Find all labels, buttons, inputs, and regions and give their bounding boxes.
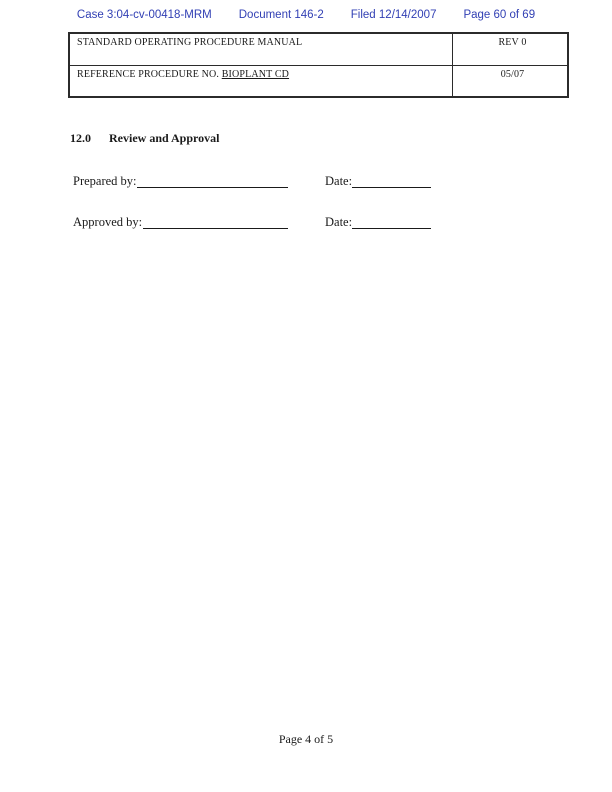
approved-date-line [352,216,431,229]
section-title: Review and Approval [109,131,220,145]
section-number: 12.0 [70,131,91,145]
stamp-page-number: Page 60 of 69 [463,9,536,21]
prepared-date-line [352,175,431,188]
stamp-case-number: Case 3:04-cv-00418-MRM [76,9,212,21]
approved-date-label: Date: [325,215,353,229]
page-number-footer: Page 4 of 5 [278,732,334,746]
table-row [69,33,568,66]
prepared-date-label: Date: [325,174,353,188]
prepared-by-signature-line [137,175,288,188]
sop-header-table [68,32,569,98]
revision-cell: REV 0 [453,33,569,66]
manual-title-cell: STANDARD OPERATING PROCEDURE MANUAL [69,33,453,66]
reference-procedure-number: BIOPLANT CD [221,69,290,80]
stamp-document-number: Document 146-2 [238,9,324,21]
prepared-by-label: Prepared by: [73,174,137,188]
table-row [69,66,568,98]
revision-date-cell: 05/07 [453,66,569,98]
reference-procedure-label: REFERENCE PROCEDURE NO. [77,69,222,80]
case-stamp [0,9,612,21]
reference-procedure-cell [69,66,453,98]
section-heading [70,131,219,146]
stamp-filed-date: Filed 12/14/2007 [350,9,437,21]
approved-by-label: Approved by: [73,215,143,229]
approved-by-signature-line [143,216,288,229]
